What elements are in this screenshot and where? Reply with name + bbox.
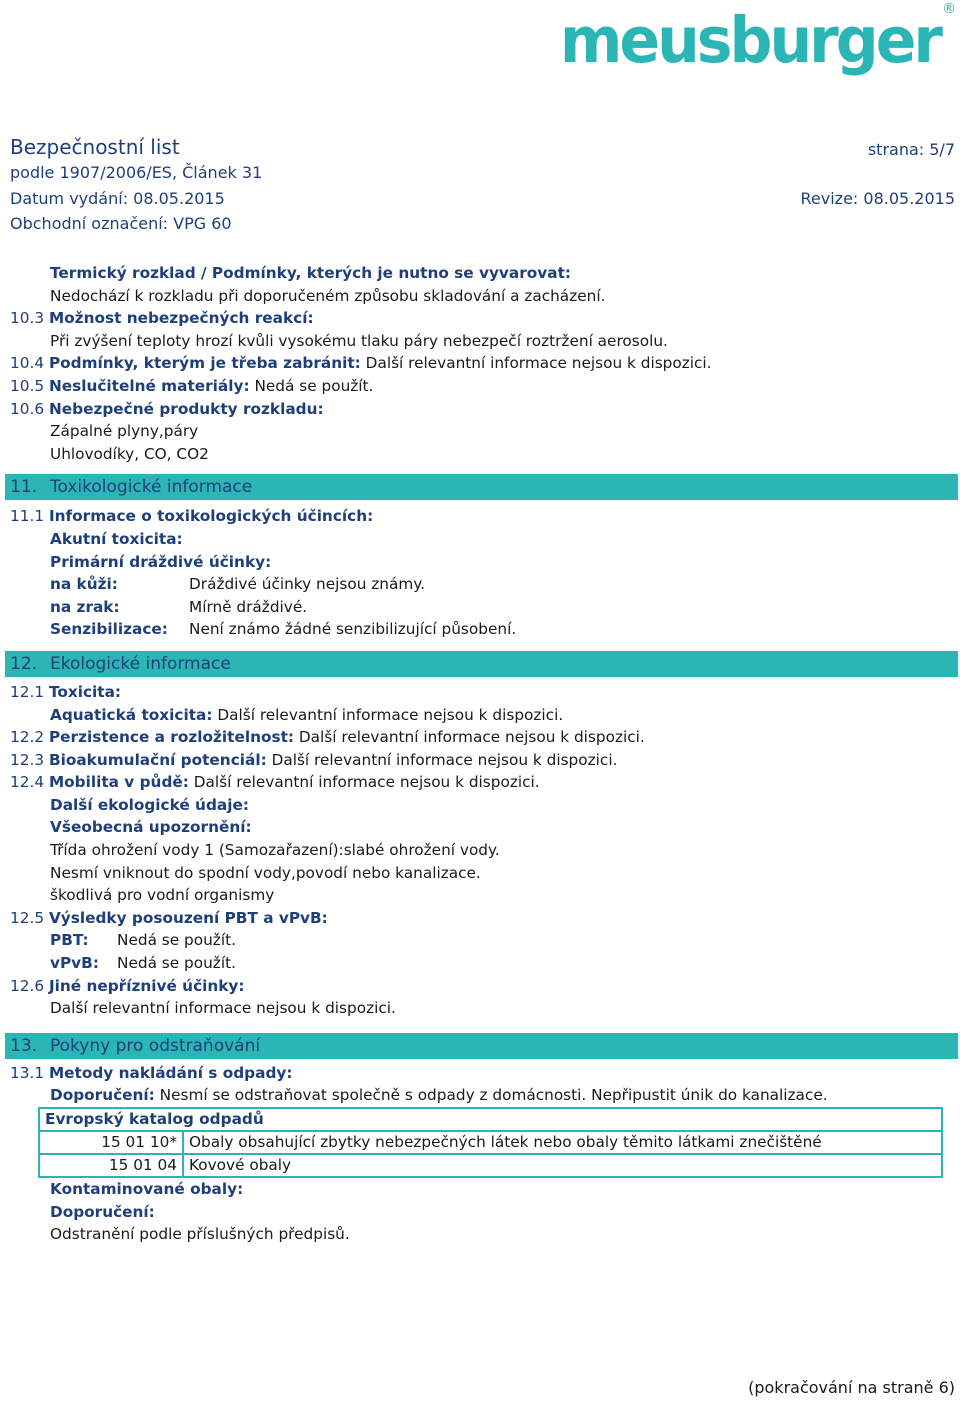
section-12-3 — [0, 749, 960, 772]
recommendation-row — [0, 1084, 960, 1107]
decomposition-product: Uhlovodíky, CO, CO2 — [50, 444, 209, 463]
thermal-label: Termický rozklad / Podmínky, kterých je nutno se vyvarovat: — [50, 264, 571, 282]
company-logo — [560, 0, 956, 86]
section-text: Další relevantní informace nejsou k dispozici. — [271, 750, 618, 769]
section-number: 12.5 — [10, 908, 45, 927]
waste-description: Kovové obaly — [183, 1154, 942, 1177]
section-number: 10.6 — [10, 399, 45, 418]
table-row — [39, 1154, 942, 1177]
section-text: Další relevantní informace nejsou k dispozici. — [193, 773, 540, 792]
section-heading-title: Pokyny pro odstraňování — [50, 1035, 261, 1056]
eye-label: na zrak: — [50, 597, 120, 616]
section-11-heading — [5, 474, 958, 500]
general-note: Nesmí vniknout do spodní vody,povodí nebo kanalizace. — [50, 863, 481, 882]
waste-description: Obaly obsahující zbytky nebezpečných látek nebo obaly těmito látkami znečištěné — [183, 1131, 942, 1154]
sensitization-label: Senzibilizace: — [50, 620, 168, 639]
section-10-5 — [0, 375, 960, 398]
recommendation-text-2: Odstranění podle příslušných předpisů. — [50, 1225, 350, 1244]
aquatic-toxicity-row — [0, 704, 960, 727]
section-label: Podmínky, kterým je třeba zabránit: — [48, 354, 361, 373]
decomposition-product: Zápalné plyny,páry — [50, 422, 199, 441]
skin-row — [0, 573, 960, 596]
skin-text: Dráždivé účinky nejsou známy. — [189, 575, 426, 594]
continuation-note: (pokračování na straně 6) — [748, 1378, 955, 1397]
section-label: Nebezpečné produkty rozkladu: — [48, 399, 324, 418]
recommendation-label: Doporučení: — [50, 1086, 155, 1105]
section-10-4 — [0, 352, 960, 375]
section-label: Metody nakládání s odpady: — [48, 1063, 293, 1082]
section-label: Možnost nebezpečných reakcí: — [48, 309, 314, 328]
section-12-6 — [0, 975, 960, 998]
document-body — [0, 262, 960, 1246]
general-note: škodlivá pro vodní organismy — [50, 886, 275, 905]
skin-label: na kůži: — [50, 575, 118, 594]
section-10-6 — [0, 398, 960, 421]
section-label: Perzistence a rozložitelnost: — [48, 728, 295, 747]
regulation-line: podle 1907/2006/ES, Článek 31 — [10, 163, 263, 182]
other-eco-label: Další ekologické údaje: — [50, 795, 249, 814]
waste-catalog-table — [38, 1107, 943, 1178]
vpvb-text: Nedá se použít. — [117, 954, 236, 973]
pbt-text: Nedá se použít. — [117, 931, 236, 950]
section-label: Bioakumulační potenciál: — [48, 750, 267, 769]
section-number: 12.3 — [10, 750, 45, 769]
section-number: 12.2 — [10, 728, 45, 747]
eye-row — [0, 596, 960, 619]
section-10-3 — [0, 307, 960, 330]
recommendation-text: Nesmí se odstraňovat společně s odpady z domácnosti. Nepřipustit únik do kanalizace. — [159, 1086, 828, 1105]
sensitization-row — [0, 618, 960, 641]
section-number: 11.1 — [10, 507, 45, 526]
sensitization-text: Není známo žádné senzibilizující působení. — [189, 620, 517, 639]
section-number: 13.1 — [10, 1063, 45, 1082]
section-label: Neslučitelné materiály: — [48, 376, 250, 395]
section-label: Výsledky posouzení PBT a vPvB: — [48, 908, 328, 927]
pbt-row — [0, 929, 960, 952]
section-heading-number: 11. — [10, 477, 38, 498]
logo-wordmark: meusburger — [559, 4, 940, 78]
section-12-heading — [5, 651, 958, 677]
section-label: Toxicita: — [48, 682, 122, 701]
section-text: Další relevantní informace nejsou k dispozici. — [365, 354, 712, 373]
aquatic-label: Aquatická toxicita: — [50, 705, 213, 724]
section-number: 12.6 — [10, 976, 45, 995]
waste-code: 15 01 04 — [39, 1154, 183, 1177]
section-heading-number: 12. — [10, 653, 38, 674]
section-heading-title: Toxikologické informace — [50, 477, 253, 498]
acute-toxicity-label: Akutní toxicita: — [50, 529, 183, 548]
section-text: Další relevantní informace nejsou k dispozici. — [298, 728, 645, 747]
thermal-text: Nedochází k rozkladu při doporučeném způsobu skladování a zacházení. — [50, 286, 606, 305]
table-row — [39, 1131, 942, 1154]
section-12-2 — [0, 726, 960, 749]
document-title: Bezpečnostní list — [10, 135, 180, 159]
catalog-title: Evropský katalog odpadů — [39, 1108, 942, 1131]
section-number: 10.3 — [10, 309, 45, 328]
general-note: Třída ohrožení vody 1 (Samozařazení):slabé ohrožení vody. — [50, 841, 500, 860]
section-number: 10.4 — [10, 354, 45, 373]
section-label: Jiné nepříznivé účinky: — [48, 976, 245, 995]
section-heading-title: Ekologické informace — [50, 653, 231, 674]
section-number: 10.5 — [10, 376, 45, 395]
recommendation-label-2: Doporučení: — [50, 1202, 155, 1221]
contaminated-packaging-label: Kontaminované obaly: — [50, 1180, 244, 1198]
primary-irritation-label: Primární dráždivé účinky: — [50, 552, 272, 571]
revision-date: Revize: 08.05.2015 — [800, 189, 955, 208]
section-13-heading — [5, 1033, 958, 1059]
waste-code: 15 01 10* — [39, 1131, 183, 1154]
aquatic-text: Další relevantní informace nejsou k dispozici. — [217, 705, 564, 724]
section-label: Informace o toxikologických účincích: — [48, 507, 374, 526]
page-number: strana: 5/7 — [867, 140, 955, 159]
vpvb-row — [0, 952, 960, 975]
section-12-6-text: Další relevantní informace nejsou k dispozici. — [50, 999, 396, 1018]
registered-mark: ® — [942, 1, 956, 17]
section-10-3-text: Při zvýšení teploty hrozí kvůli vysokému tlaku páry nebezpečí roztržení aerosolu. — [50, 331, 668, 350]
vpvb-label: vPvB: — [50, 954, 99, 973]
eye-text: Mírně dráždivé. — [189, 597, 308, 616]
section-12-1 — [0, 681, 960, 704]
section-text: Nedá se použít. — [254, 376, 374, 395]
pbt-label: PBT: — [50, 931, 89, 950]
section-number: 12.1 — [10, 682, 45, 701]
section-heading-number: 13. — [10, 1035, 38, 1056]
section-13-1 — [0, 1062, 960, 1085]
issue-date: Datum vydání: 08.05.2015 — [10, 189, 225, 208]
section-11-1 — [0, 505, 960, 528]
section-number: 12.4 — [10, 773, 45, 792]
trade-name: Obchodní označení: VPG 60 — [10, 214, 232, 233]
section-label: Mobilita v půdě: — [48, 773, 189, 792]
section-12-5 — [0, 907, 960, 930]
section-12-4 — [0, 771, 960, 794]
general-notes-label: Všeobecná upozornění: — [50, 818, 252, 837]
